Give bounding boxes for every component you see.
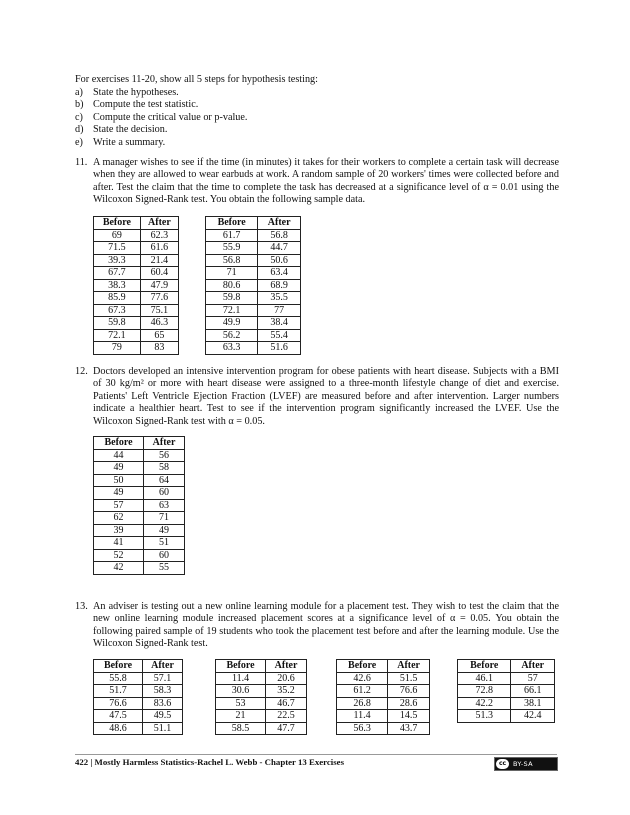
table-row xyxy=(206,242,301,255)
table-row xyxy=(94,462,185,475)
table-cell: 42.4 xyxy=(511,710,555,723)
table-cell: 38.1 xyxy=(511,697,555,710)
table-cell: 44 xyxy=(94,449,144,462)
table-row xyxy=(94,254,179,267)
data-table-13a xyxy=(93,659,183,735)
table-row xyxy=(337,685,430,698)
data-table-13b xyxy=(215,659,307,735)
table-header-row xyxy=(216,660,307,673)
table-cell: 69 xyxy=(94,229,141,242)
table-cell: 11.4 xyxy=(216,672,266,685)
instructions-heading: For exercises 11-20, show all 5 steps for hypothesis testing: xyxy=(75,74,318,85)
table-cell: 57 xyxy=(511,672,555,685)
table-cell: 66.1 xyxy=(511,685,555,698)
table-row xyxy=(206,342,301,355)
column-header: Before xyxy=(206,217,258,230)
table-cell: 47.7 xyxy=(266,722,307,735)
step-item xyxy=(75,112,565,125)
table-cell: 35.5 xyxy=(258,292,301,305)
table-cell: 38.3 xyxy=(94,279,141,292)
table-row xyxy=(94,292,179,305)
table-cell: 65 xyxy=(140,329,178,342)
exercise-number: 11. xyxy=(75,157,88,168)
table-cell: 77.6 xyxy=(140,292,178,305)
table-row xyxy=(94,242,179,255)
table-cell: 52 xyxy=(94,549,144,562)
table-row xyxy=(216,710,307,723)
table-row xyxy=(206,267,301,280)
step-text: State the decision. xyxy=(93,124,168,136)
table-cell: 50 xyxy=(94,474,144,487)
table-cell: 49.9 xyxy=(206,317,258,330)
data-table-12 xyxy=(93,436,185,575)
table-cell: 55.4 xyxy=(258,329,301,342)
table-row xyxy=(94,537,185,550)
table-row xyxy=(206,304,301,317)
table-cell: 60 xyxy=(144,487,185,500)
table-cell: 49 xyxy=(144,524,185,537)
table-row xyxy=(94,329,179,342)
table-cell: 63.3 xyxy=(206,342,258,355)
step-letter: d) xyxy=(75,124,84,136)
step-item xyxy=(75,99,565,112)
table-cell: 46.1 xyxy=(458,672,511,685)
table-row xyxy=(94,697,183,710)
table-cell: 58.5 xyxy=(216,722,266,735)
column-header: After xyxy=(140,217,178,230)
column-header: Before xyxy=(94,437,144,450)
table-row xyxy=(94,512,185,525)
table-row xyxy=(337,672,430,685)
table-cell: 22.5 xyxy=(266,710,307,723)
table-cell: 51 xyxy=(144,537,185,550)
table-row xyxy=(216,722,307,735)
table-row xyxy=(94,279,179,292)
table-header-row xyxy=(94,660,183,673)
table-cell: 47.5 xyxy=(94,710,143,723)
column-header: Before xyxy=(458,660,511,673)
table-cell: 71 xyxy=(206,267,258,280)
table-row xyxy=(94,562,185,575)
table-cell: 57 xyxy=(94,499,144,512)
table-header-row xyxy=(94,437,185,450)
table-row xyxy=(94,474,185,487)
table-row xyxy=(94,549,185,562)
table-cell: 51.3 xyxy=(458,710,511,723)
table-row xyxy=(94,685,183,698)
step-letter: a) xyxy=(75,86,83,98)
table-cell: 72.1 xyxy=(94,329,141,342)
table-header-row xyxy=(94,217,179,230)
table-cell: 14.5 xyxy=(388,710,430,723)
table-row xyxy=(94,229,179,242)
table-cell: 55.8 xyxy=(94,672,143,685)
table-cell: 63.4 xyxy=(258,267,301,280)
table-cell: 64 xyxy=(144,474,185,487)
exercise-13 xyxy=(75,601,559,651)
table-cell: 21.4 xyxy=(140,254,178,267)
table-cell: 51.1 xyxy=(143,722,183,735)
table-row xyxy=(216,685,307,698)
table-header-row xyxy=(337,660,430,673)
cc-license-badge[interactable] xyxy=(494,757,558,771)
table-row xyxy=(206,254,301,267)
table-row xyxy=(94,487,185,500)
table-row xyxy=(94,672,183,685)
data-table-11b xyxy=(205,216,301,355)
table-cell: 44.7 xyxy=(258,242,301,255)
table-cell: 56.3 xyxy=(337,722,388,735)
table-cell: 42 xyxy=(94,562,144,575)
table-cell: 43.7 xyxy=(388,722,430,735)
step-letter: c) xyxy=(75,111,83,123)
column-header: Before xyxy=(337,660,388,673)
table-cell: 53 xyxy=(216,697,266,710)
table-cell: 63 xyxy=(144,499,185,512)
table-cell: 57.1 xyxy=(143,672,183,685)
table-cell: 67.3 xyxy=(94,304,141,317)
table-row xyxy=(337,722,430,735)
table-cell: 35.2 xyxy=(266,685,307,698)
table-row xyxy=(94,710,183,723)
footer-divider xyxy=(75,754,557,755)
table-cell: 79 xyxy=(94,342,141,355)
exercise-text: An adviser is testing out a new online learning module for a placement test. They wish to test the claim that the new online learning module increased placement scores at a significance level of α = 0.05. You obtain the following paired sample of 19 students who took the placement test before and after the learning module. Use the Wilcoxon Signed-Rank test. xyxy=(93,601,559,650)
table-row xyxy=(206,329,301,342)
table-row xyxy=(94,722,183,735)
table-cell: 38.4 xyxy=(258,317,301,330)
table-cell: 77 xyxy=(258,304,301,317)
table-cell: 72.1 xyxy=(206,304,258,317)
table-row xyxy=(458,685,555,698)
exercise-11 xyxy=(75,157,559,207)
column-header: After xyxy=(388,660,430,673)
column-header: After xyxy=(258,217,301,230)
table-cell: 42.2 xyxy=(458,697,511,710)
cc-icon: cc xyxy=(496,759,509,769)
table-row xyxy=(94,499,185,512)
data-table-13d xyxy=(457,659,555,723)
table-cell: 46.3 xyxy=(140,317,178,330)
table-row xyxy=(337,697,430,710)
table-row xyxy=(458,710,555,723)
table-cell: 56.8 xyxy=(258,229,301,242)
column-header: Before xyxy=(216,660,266,673)
table-row xyxy=(206,292,301,305)
table-cell: 72.8 xyxy=(458,685,511,698)
exercise-text: A manager wishes to see if the time (in minutes) it takes for their workers to complete a certain task will decrease when they are allowed to wear earbuds at work. A random sample of 20 workers' times were collected before and after. Test the claim that the time to complete the task has decreased at a significance level of α = 0.01 using the Wilcoxon Signed-Rank test. You obtain the following sample data. xyxy=(93,157,559,206)
step-item xyxy=(75,137,565,150)
table-cell: 55.9 xyxy=(206,242,258,255)
step-item xyxy=(75,124,565,137)
table-row xyxy=(216,697,307,710)
instructions xyxy=(75,74,565,150)
table-cell: 85.9 xyxy=(94,292,141,305)
table-cell: 55 xyxy=(144,562,185,575)
exercise-12 xyxy=(75,366,559,428)
table-cell: 56 xyxy=(144,449,185,462)
table-row xyxy=(458,672,555,685)
table-cell: 49 xyxy=(94,487,144,500)
exercise-text: Doctors developed an intensive intervention program for obese patients with heart disease. Subjects with a BMI of 30 kg/m² or more with heart disease were assigned to a three-month lifestyle change of diet and exercise. Patients' Left Ventricle Ejection Fraction (LVEF) are measured before and after intervention. Larger numbers indicate a healthier heart. Test to see if the intervention program significantly increased the LVEF. Use the Wilcoxon Signed-Rank test with α = 0.05. xyxy=(93,366,559,427)
table-row xyxy=(94,449,185,462)
table-cell: 11.4 xyxy=(337,710,388,723)
table-cell: 60 xyxy=(144,549,185,562)
step-text: State the hypotheses. xyxy=(93,86,179,98)
step-item xyxy=(75,87,565,100)
table-cell: 46.7 xyxy=(266,697,307,710)
column-header: After xyxy=(143,660,183,673)
table-row xyxy=(458,697,555,710)
table-cell: 30.6 xyxy=(216,685,266,698)
table-cell: 61.2 xyxy=(337,685,388,698)
table-cell: 51.7 xyxy=(94,685,143,698)
table-row xyxy=(94,342,179,355)
column-header: After xyxy=(144,437,185,450)
table-cell: 42.6 xyxy=(337,672,388,685)
step-text: Compute the critical value or p-value. xyxy=(93,111,248,123)
table-row xyxy=(206,317,301,330)
table-cell: 56.2 xyxy=(206,329,258,342)
table-cell: 60.4 xyxy=(140,267,178,280)
license-label: BY-SA xyxy=(513,760,533,768)
table-row xyxy=(94,304,179,317)
table-row xyxy=(94,267,179,280)
table-cell: 50.6 xyxy=(258,254,301,267)
table-cell: 48.6 xyxy=(94,722,143,735)
table-cell: 67.7 xyxy=(94,267,141,280)
table-row xyxy=(94,317,179,330)
table-cell: 49.5 xyxy=(143,710,183,723)
table-cell: 58 xyxy=(144,462,185,475)
table-header-row xyxy=(206,217,301,230)
table-cell: 41 xyxy=(94,537,144,550)
column-header: Before xyxy=(94,660,143,673)
exercise-number: 12. xyxy=(75,366,88,377)
table-cell: 26.8 xyxy=(337,697,388,710)
data-table-13c xyxy=(336,659,430,735)
table-cell: 68.9 xyxy=(258,279,301,292)
table-cell: 71 xyxy=(144,512,185,525)
table-cell: 62.3 xyxy=(140,229,178,242)
table-cell: 39.3 xyxy=(94,254,141,267)
table-cell: 76.6 xyxy=(94,697,143,710)
step-text: Compute the test statistic. xyxy=(93,99,199,111)
table-cell: 28.6 xyxy=(388,697,430,710)
step-letter: b) xyxy=(75,99,84,111)
table-cell: 61.6 xyxy=(140,242,178,255)
table-cell: 61.7 xyxy=(206,229,258,242)
table-cell: 59.8 xyxy=(94,317,141,330)
table-cell: 49 xyxy=(94,462,144,475)
table-cell: 83 xyxy=(140,342,178,355)
table-cell: 56.8 xyxy=(206,254,258,267)
table-cell: 75.1 xyxy=(140,304,178,317)
table-cell: 51.6 xyxy=(258,342,301,355)
table-cell: 21 xyxy=(216,710,266,723)
table-row xyxy=(206,279,301,292)
table-cell: 47.9 xyxy=(140,279,178,292)
table-row xyxy=(206,229,301,242)
page-footer: 422 | Mostly Harmless Statistics-Rachel L. Webb - Chapter 13 Exercises xyxy=(75,757,345,767)
column-header: Before xyxy=(94,217,141,230)
step-text: Write a summary. xyxy=(93,136,166,148)
table-cell: 76.6 xyxy=(388,685,430,698)
column-header: After xyxy=(266,660,307,673)
table-cell: 51.5 xyxy=(388,672,430,685)
table-cell: 20.6 xyxy=(266,672,307,685)
table-cell: 80.6 xyxy=(206,279,258,292)
data-table-11a xyxy=(93,216,179,355)
table-cell: 71.5 xyxy=(94,242,141,255)
table-row xyxy=(94,524,185,537)
table-cell: 62 xyxy=(94,512,144,525)
table-row xyxy=(216,672,307,685)
table-cell: 59.8 xyxy=(206,292,258,305)
step-letter: e) xyxy=(75,136,83,148)
table-header-row xyxy=(458,660,555,673)
exercise-number: 13. xyxy=(75,601,88,612)
steps-list xyxy=(75,87,565,150)
table-row xyxy=(337,710,430,723)
column-header: After xyxy=(511,660,555,673)
table-cell: 83.6 xyxy=(143,697,183,710)
table-cell: 58.3 xyxy=(143,685,183,698)
table-cell: 39 xyxy=(94,524,144,537)
